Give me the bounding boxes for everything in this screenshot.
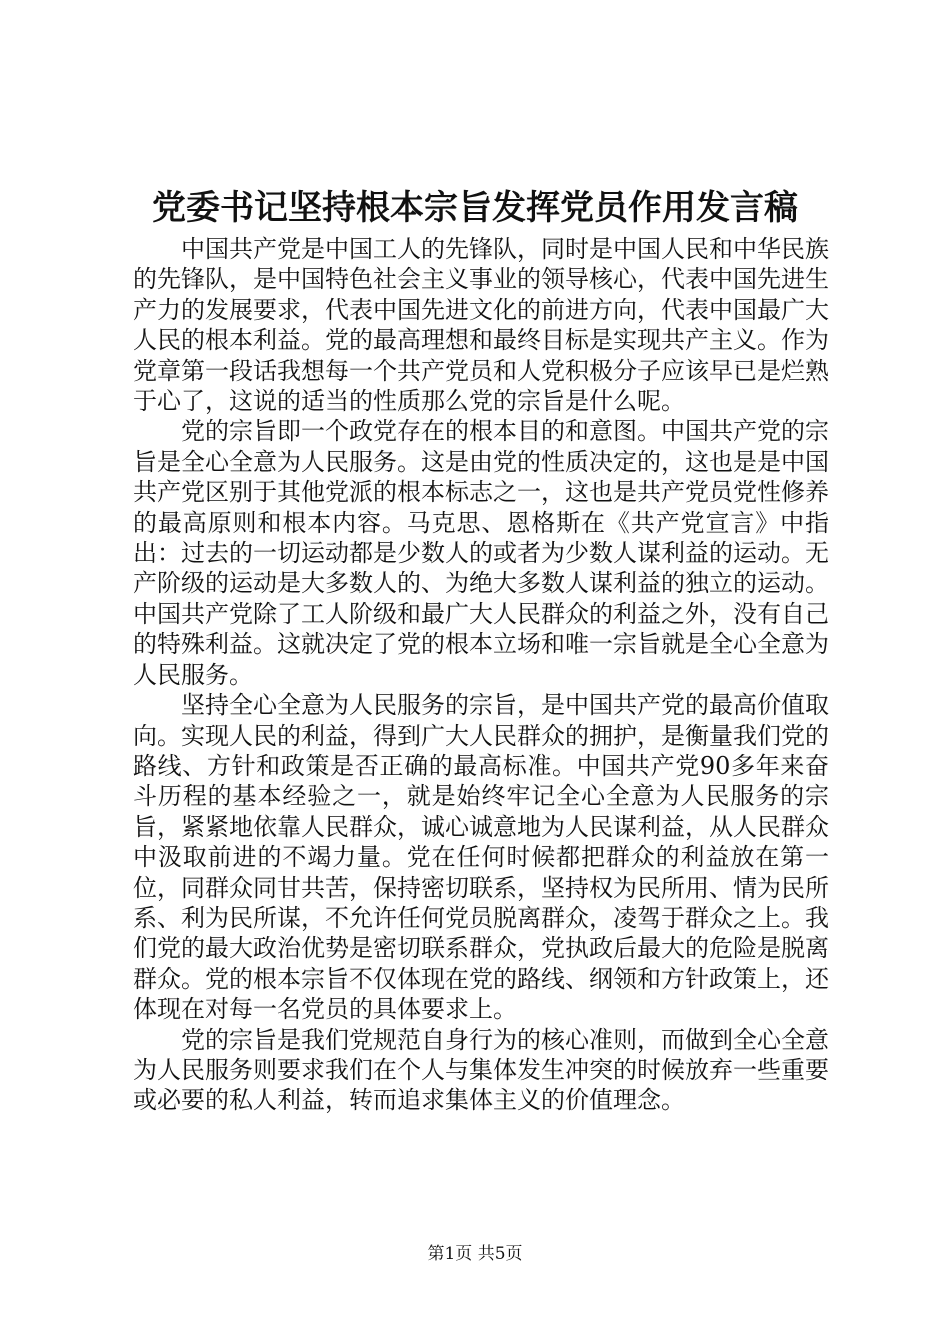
paragraph-2: 党的宗旨即一个政党存在的根本目的和意图。中国共产党的宗旨是全心全意为人民服务。这是由党的性质决定的，这也是是中国共产党区别于其他党派的根本标志之一，这也是共产党员党性修养的最高原则和根本内容。马克思、恩格斯在《共产党宣言》中指出：过去的一切运动都是少数人的或者为少数人谋利益的运动。无产阶级的运动是大多数人的、为绝大多数人谋利益的独立的运动。中国共产党除了工人阶级和最广大人民群众的利益之外，没有自己的特殊利益。这就决定了党的根本立场和唯一宗旨就是全心全意为人民服务。 — [133, 417, 829, 689]
document-body — [133, 234, 829, 1116]
paragraph-1: 中国共产党是中国工人的先锋队，同时是中国人民和中华民族的先锋队，是中国特色社会主义事业的领导核心，代表中国先进生产力的发展要求，代表中国先进文化的前进方向，代表中国最广大人民的根本利益。党的最高理想和最终目标是实现共产主义。作为党章第一段话我想每一个共产党员和人党积极分子应该早已是烂熟于心了，这说的适当的性质那么党的宗旨是什么呢。 — [133, 235, 829, 416]
paragraph-3: 坚持全心全意为人民服务的宗旨，是中国共产党的最高价值取向。实现人民的利益，得到广大人民群众的拥护，是衡量我们党的路线、方针和政策是否正确的最高标准。中国共产党90多年来奋斗历程的基本经验之一，就是始终牢记全心全意为人民服务的宗旨，紧紧地依靠人民群众，诚心诚意地为人民谋利益，从人民群众中汲取前进的不竭力量。党在任何时候都把群众的利益放在第一位，同群众同甘共苦，保持密切联系，坚持权为民所用、情为民所系、利为民所谋，不允许任何党员脱离群众，凌驾于群众之上。我们党的最大政治优势是密切联系群众，党执政后最大的危险是脱离群众。党的根本宗旨不仅体现在党的路线、纲领和方针政策上，还体现在对每一名党员的具体要求上。 — [133, 691, 829, 1024]
paragraph-4: 党的宗旨是我们党规范自身行为的核心准则，而做到全心全意为人民服务则要求我们在个人与集体发生冲突的时候放弃一些重要或必要的私人利益，转而追求集体主义的价值理念。 — [133, 1025, 829, 1115]
page-number-footer: 第1页 共5页 — [427, 1244, 523, 1264]
document-title: 党委书记坚持根本宗旨发挥党员作用发言稿 — [152, 188, 798, 228]
